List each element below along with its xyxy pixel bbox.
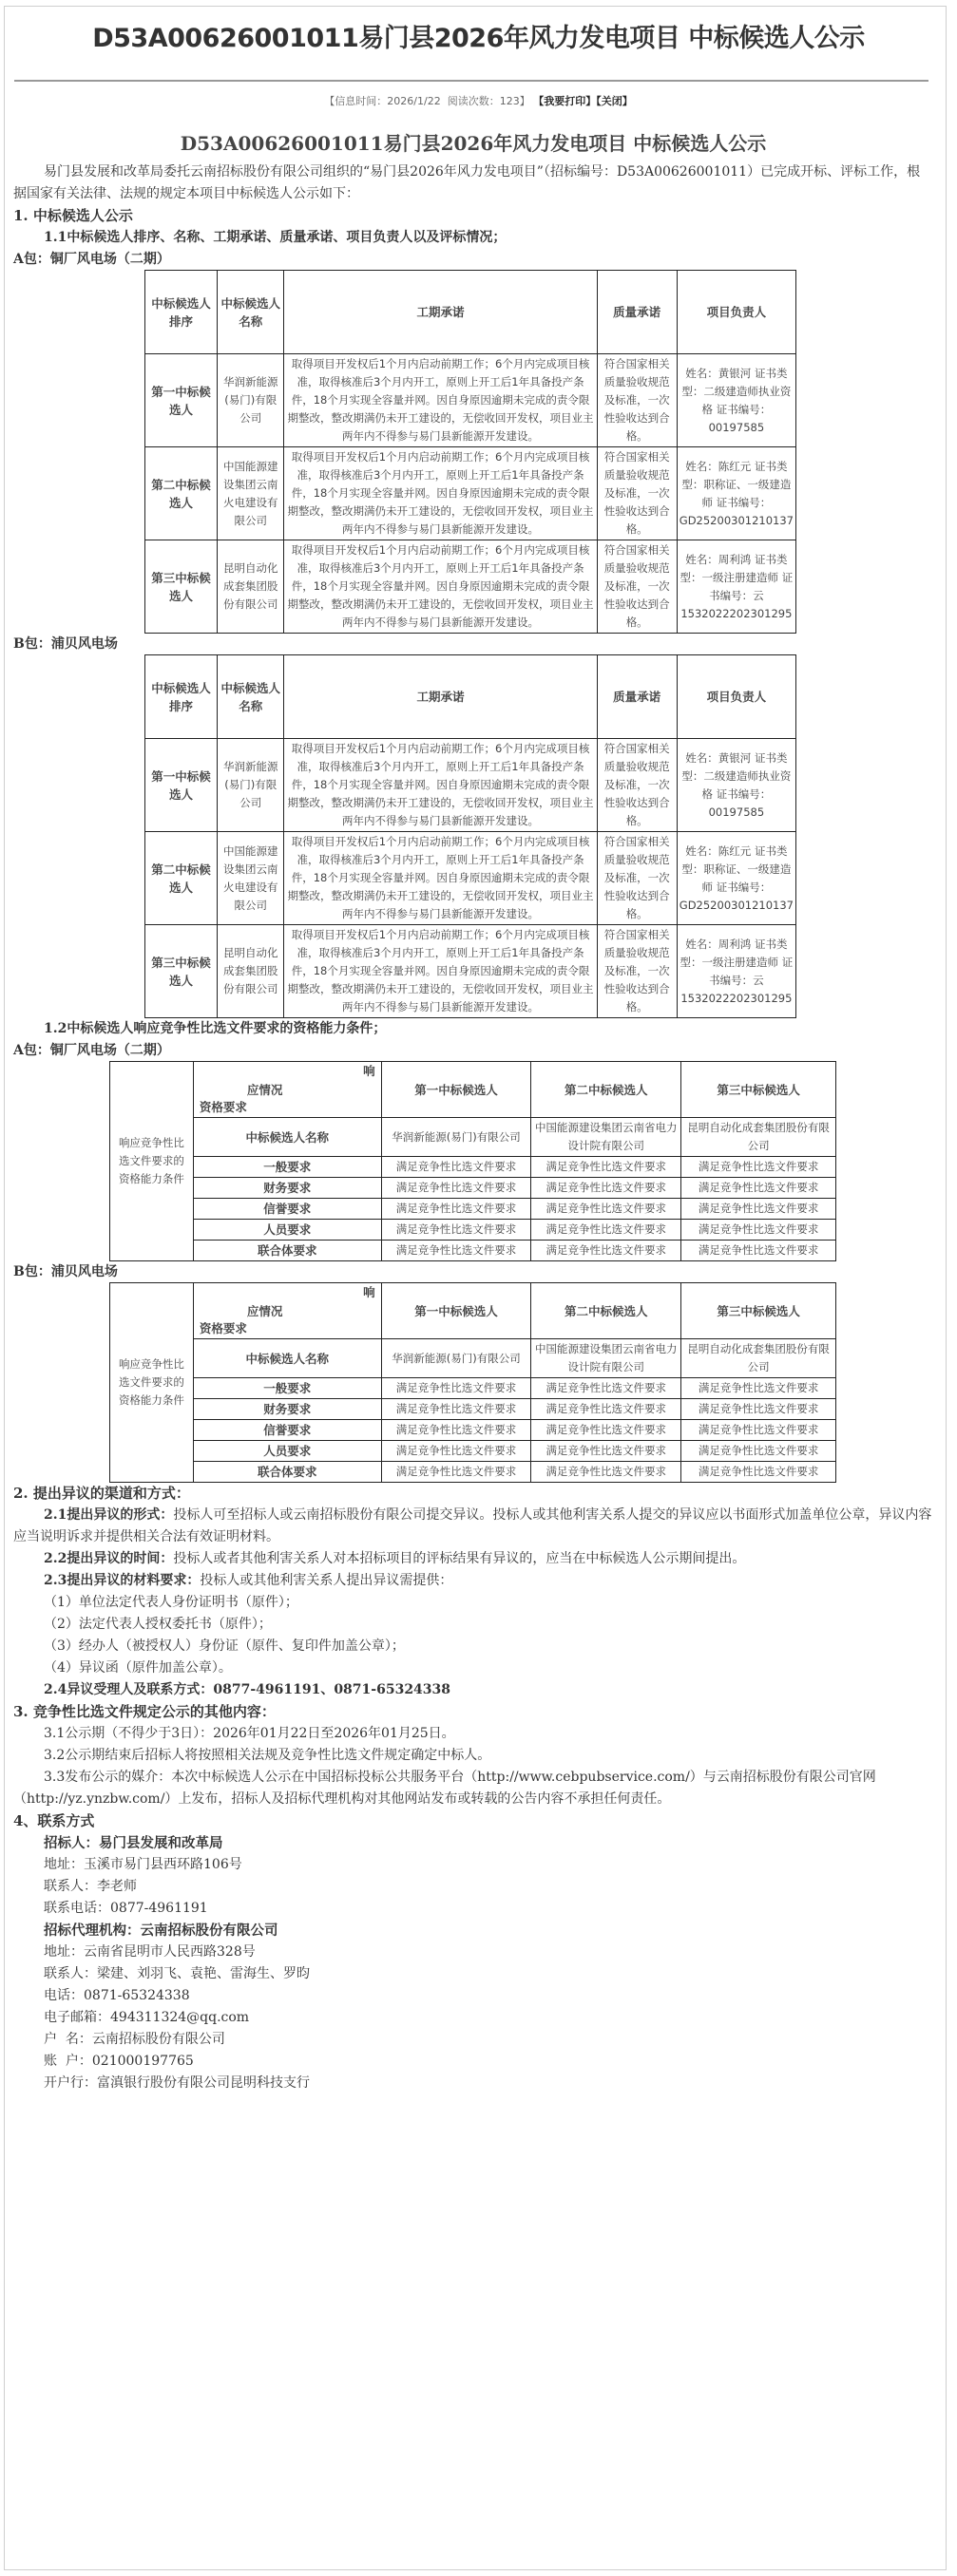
qualification-table-a (109, 1061, 836, 1261)
table-row (110, 1199, 836, 1220)
table-row (145, 354, 796, 447)
cell: 满足竞争性比选文件要求 (531, 1241, 681, 1261)
table-header-row (145, 655, 796, 739)
info-prefix: 【信息时间： (324, 95, 388, 107)
rank-cell: 第二中标候选人 (145, 447, 218, 540)
package-a-label: A包：铜厂风电场（二期） (13, 252, 170, 267)
quality-cell: 符合国家相关质量验收规范及标准，一次性验收达到合格。 (597, 447, 677, 540)
quality-cell: 符合国家相关质量验收规范及标准，一次性验收达到合格。 (597, 739, 677, 832)
section3-item: 3.1公示期（不得少于3日）：2026年01月22日至2026年01月25日。 (44, 1726, 455, 1741)
agency-phone: 电话：0871-65324338 (44, 1988, 190, 2003)
cell: 满足竞争性比选文件要求 (681, 1399, 836, 1420)
table-header-row (110, 1283, 836, 1339)
cell: 满足竞争性比选文件要求 (681, 1441, 836, 1462)
table-row (110, 1399, 836, 1420)
group-label-cell: 响应竞争性比选文件要求的资格能力条件 (110, 1283, 194, 1483)
schedule-cell: 取得项目开发权后1个月内启动前期工作；6个月内完成项目核准，取得核准后3个月内开工，原则上开工后1年具备投产条件，18个月实现全容量并网。因自身原因逾期未完成的责令限期整改，整改期满仍未开工建设的，无偿收回开发权，项目业主两年内不得参与易门县新能源开发建设。 (284, 354, 597, 447)
material-item: （4）异议函（原件加盖公章）。 (44, 1660, 232, 1676)
header-schedule: 工期承诺 (284, 655, 597, 739)
group-label-cell: 响应竞争性比选文件要求的资格能力条件 (110, 1062, 194, 1261)
row-label: 一般要求 (193, 1157, 381, 1178)
schedule-cell: 取得项目开发权后1个月内启动前期工作；6个月内完成项目核准，取得核准后3个月内开工，原则上开工后1年具备投产条件，18个月实现全容量并网。因自身原因逾期未完成的责令限期整改，整改期满仍未开工建设的，无偿收回开发权，项目业主两年内不得参与易门县新能源开发建设。 (284, 832, 597, 925)
agency-title: 招标代理机构：云南招标股份有限公司 (44, 1923, 278, 1939)
row-label: 财务要求 (193, 1399, 381, 1420)
material-item: （2）法定代表人授权委托书（原件）； (44, 1617, 272, 1632)
header-rank: 中标候选人排序 (145, 271, 218, 354)
cell: 满足竞争性比选文件要求 (381, 1420, 531, 1441)
table-row (110, 1157, 836, 1178)
candidate-table-b (144, 654, 796, 1018)
table-row (110, 1178, 836, 1199)
quality-cell: 符合国家相关质量验收规范及标准，一次性验收达到合格。 (597, 832, 677, 925)
close-button[interactable]: 【关闭】 (596, 95, 633, 107)
header-third: 第三中标候选人 (681, 1283, 836, 1339)
manager-cell: 姓名：黄银河 证书类型：二级建造师执业资格 证书编号：00197585 (677, 354, 795, 447)
package-a-label: A包：铜厂风电场（二期） (13, 1043, 170, 1058)
cell: 满足竞争性比选文件要求 (681, 1420, 836, 1441)
table-row (145, 925, 796, 1018)
info-bar (0, 93, 957, 108)
table-row (145, 447, 796, 540)
package-b-label: B包：浦贝风电场 (13, 1264, 118, 1279)
header-schedule: 工期承诺 (284, 271, 597, 354)
name-cell: 昆明自动化成套集团股份有限公司 (218, 540, 284, 634)
cell: 满足竞争性比选文件要求 (381, 1241, 531, 1261)
agency-address: 地址：云南省昆明市人民西路328号 (44, 1944, 256, 1960)
header-manager: 项目负责人 (677, 655, 795, 739)
qualification-table-b (109, 1282, 836, 1483)
document-title: D53A00626001011易门县2026年风力发电项目 中标候选人公示 (180, 132, 767, 155)
contact-section (13, 1810, 933, 2094)
title-divider (14, 80, 928, 82)
info-date: 2026/1/22 (387, 95, 441, 107)
rank-cell: 第三中标候选人 (145, 540, 218, 634)
section2-2: 2.2提出异议的时间：投标人或者其他利害关系人对本招标项目的评标结果有异议的，应当在中标候选人公示期间提出。 (44, 1551, 746, 1566)
agency-account-name: 户 名：云南招标股份有限公司 (44, 2032, 225, 2047)
page-title: D53A00626001011易门县2026年风力发电项目 中标候选人公示 (92, 24, 865, 53)
cell: 满足竞争性比选文件要求 (681, 1178, 836, 1199)
diagonal-header: 响 应情况 资格要求 (193, 1062, 381, 1118)
row-label: 中标候选人名称 (193, 1339, 381, 1378)
cell: 满足竞争性比选文件要求 (381, 1157, 531, 1178)
header-rank: 中标候选人排序 (145, 655, 218, 739)
manager-cell: 姓名：周利鸿 证书类型：一级注册建造师 证书编号：云1532022202301295 (677, 925, 795, 1018)
cell: 满足竞争性比选文件要求 (681, 1157, 836, 1178)
section1-1-heading: 1.1中标候选人排序、名称、工期承诺、质量承诺、项目负责人以及评标情况； (44, 230, 507, 245)
schedule-cell: 取得项目开发权后1个月内启动前期工作；6个月内完成项目核准，取得核准后3个月内开工，原则上开工后1年具备投产条件，18个月实现全容量并网。因自身原因逾期未完成的责令限期整改，整改期满仍未开工建设的，无偿收回开发权，项目业主两年内不得参与易门县新能源开发建设。 (284, 739, 597, 832)
header-quality: 质量承诺 (597, 271, 677, 354)
section2-4: 2.4异议受理人及联系方式：0877-4961191、0871-65324338 (44, 1682, 451, 1697)
schedule-cell: 取得项目开发权后1个月内启动前期工作；6个月内完成项目核准，取得核准后3个月内开工，原则上开工后1年具备投产条件，18个月实现全容量并网。因自身原因逾期未完成的责令限期整改，整改期满仍未开工建设的，无偿收回开发权，项目业主两年内不得参与易门县新能源开发建设。 (284, 925, 597, 1018)
info-suffix: 】 (519, 95, 530, 107)
cell: 满足竞争性比选文件要求 (681, 1199, 836, 1220)
section1-heading: 1. 中标候选人公示 (13, 207, 133, 224)
tenderer-title: 招标人：易门县发展和改革局 (44, 1835, 223, 1851)
package-b-label: B包：浦贝风电场 (13, 636, 118, 652)
cell: 满足竞争性比选文件要求 (381, 1462, 531, 1483)
cell: 满足竞争性比选文件要求 (381, 1220, 531, 1241)
tenderer-phone: 联系电话：0877-4961191 (44, 1901, 208, 1916)
cell: 满足竞争性比选文件要求 (531, 1178, 681, 1199)
section4-heading: 4、联系方式 (13, 1812, 95, 1829)
manager-cell: 姓名：陈红元 证书类型：职称证、一级建造师 证书编号：GD25200301210137 (677, 447, 795, 540)
intro-paragraph: 易门县发展和改革局委托云南招标股份有限公司组织的“易门县2026年风力发电项目”（招标编号：D53A00626001011）已完成开标、评标工作，根据国家有关法律、法规的规定本项目中标候选人公示如下： (13, 164, 921, 201)
tenderer-contact: 联系人：李老师 (44, 1879, 137, 1894)
header-manager: 项目负责人 (677, 271, 795, 354)
agency-account-no: 账 户：021000197765 (44, 2054, 194, 2069)
row-label: 财务要求 (193, 1178, 381, 1199)
row-label: 联合体要求 (193, 1241, 381, 1261)
cell: 中国能源建设集团云南省电力设计院有限公司 (531, 1339, 681, 1378)
agency-contact: 联系人：梁建、刘羽飞、袁艳、雷海生、罗昀 (44, 1966, 310, 1981)
section3-item: 3.2公示期结束后招标人将按照相关法规及竞争性比选文件规定确定中标人。 (44, 1748, 491, 1763)
header-name: 中标候选人名称 (218, 271, 284, 354)
article-content (13, 123, 933, 2094)
name-cell: 华润新能源(易门)有限公司 (218, 739, 284, 832)
read-label: 阅读次数： (447, 95, 500, 107)
manager-cell: 姓名：黄银河 证书类型：二级建造师执业资格 证书编号：00197585 (677, 739, 795, 832)
cell: 满足竞争性比选文件要求 (681, 1462, 836, 1483)
cell: 满足竞争性比选文件要求 (531, 1399, 681, 1420)
table-row (110, 1420, 836, 1441)
quality-cell: 符合国家相关质量验收规范及标准，一次性验收达到合格。 (597, 540, 677, 634)
table-row (110, 1220, 836, 1241)
row-label: 一般要求 (193, 1378, 381, 1399)
cell: 满足竞争性比选文件要求 (531, 1462, 681, 1483)
cell: 中国能源建设集团云南省电力设计院有限公司 (531, 1118, 681, 1157)
name-cell: 华润新能源(易门)有限公司 (218, 354, 284, 447)
section1-2-heading: 1.2中标候选人响应竞争性比选文件要求的资格能力条件； (44, 1021, 387, 1036)
cell: 满足竞争性比选文件要求 (681, 1378, 836, 1399)
header-second: 第二中标候选人 (531, 1062, 681, 1118)
table-header-row (145, 271, 796, 354)
print-button[interactable]: 【我要打印】 (533, 95, 597, 107)
cell: 满足竞争性比选文件要求 (381, 1399, 531, 1420)
name-cell: 中国能源建设集团云南火电建设有限公司 (218, 832, 284, 925)
cell: 满足竞争性比选文件要求 (531, 1157, 681, 1178)
section2-3: 2.3提出异议的材料要求：投标人或其他利害关系人提出异议需提供： (44, 1573, 453, 1588)
row-label: 人员要求 (193, 1220, 381, 1241)
quality-cell: 符合国家相关质量验收规范及标准，一次性验收达到合格。 (597, 925, 677, 1018)
manager-cell: 姓名：周利鸿 证书类型：一级注册建造师 证书编号：云1532022202301295 (677, 540, 795, 634)
quality-cell: 符合国家相关质量验收规范及标准，一次性验收达到合格。 (597, 354, 677, 447)
cell: 昆明自动化成套集团股份有限公司 (681, 1118, 836, 1157)
agency-email: 电子邮箱：494311324@qq.com (44, 2010, 250, 2025)
cell: 满足竞争性比选文件要求 (531, 1199, 681, 1220)
manager-cell: 姓名：陈红元 证书类型：职称证、一级建造师 证书编号：GD25200301210137 (677, 832, 795, 925)
row-label: 联合体要求 (193, 1462, 381, 1483)
cell: 华润新能源(易门)有限公司 (381, 1118, 531, 1157)
rank-cell: 第三中标候选人 (145, 925, 218, 1018)
cell: 满足竞争性比选文件要求 (681, 1241, 836, 1261)
rank-cell: 第一中标候选人 (145, 739, 218, 832)
cell: 满足竞争性比选文件要求 (381, 1178, 531, 1199)
section2-1: 2.1提出异议的形式：投标人可至招标人或云南招标股份有限公司提交异议。投标人或其他利害关系人提交的异议应以书面形式加盖单位公章，异议内容应当说明诉求并提供相关合法有效证明材料。 (13, 1507, 932, 1544)
header-quality: 质量承诺 (597, 655, 677, 739)
cell: 满足竞争性比选文件要求 (381, 1199, 531, 1220)
table-row (110, 1462, 836, 1483)
agency-bank: 开户行：富滇银行股份有限公司昆明科技支行 (44, 2075, 310, 2091)
candidate-table-a (144, 270, 796, 634)
material-item: （1）单位法定代表人身份证明书（原件）； (44, 1595, 298, 1610)
row-label: 信誉要求 (193, 1199, 381, 1220)
table-row (110, 1241, 836, 1261)
read-count: 123 (499, 95, 520, 107)
rank-cell: 第一中标候选人 (145, 354, 218, 447)
table-row (110, 1339, 836, 1378)
cell: 满足竞争性比选文件要求 (531, 1441, 681, 1462)
diagonal-header: 响 应情况 资格要求 (193, 1283, 381, 1339)
cell: 满足竞争性比选文件要求 (681, 1220, 836, 1241)
table-row (110, 1378, 836, 1399)
cell: 满足竞争性比选文件要求 (381, 1378, 531, 1399)
header-first: 第一中标候选人 (381, 1062, 531, 1118)
row-label: 信誉要求 (193, 1420, 381, 1441)
table-row (145, 832, 796, 925)
table-row (145, 540, 796, 634)
schedule-cell: 取得项目开发权后1个月内启动前期工作；6个月内完成项目核准，取得核准后3个月内开工，原则上开工后1年具备投产条件，18个月实现全容量并网。因自身原因逾期未完成的责令限期整改，整改期满仍未开工建设的，无偿收回开发权，项目业主两年内不得参与易门县新能源开发建设。 (284, 447, 597, 540)
cell: 华润新能源(易门)有限公司 (381, 1339, 531, 1378)
material-item: （3）经办人（被授权人）身份证（原件、复印件加盖公章）； (44, 1638, 405, 1654)
cell: 满足竞争性比选文件要求 (531, 1378, 681, 1399)
header-first: 第一中标候选人 (381, 1283, 531, 1339)
section3-item: 3.3发布公示的媒介：本次中标候选人公示在中国招标投标公共服务平台（http://www.cebpubservice.com/）与云南招标股份有限公司官网（http://yz.ynzbw.com/）上发布，招标人及招标代理机构对其他网站发布或转载的公告内容不承担任何责任。 (13, 1770, 876, 1807)
table-row (145, 739, 796, 832)
table-row (110, 1441, 836, 1462)
name-cell: 中国能源建设集团云南火电建设有限公司 (218, 447, 284, 540)
row-label: 人员要求 (193, 1441, 381, 1462)
header-third: 第三中标候选人 (681, 1062, 836, 1118)
cell: 昆明自动化成套集团股份有限公司 (681, 1339, 836, 1378)
cell: 满足竞争性比选文件要求 (531, 1220, 681, 1241)
header-second: 第二中标候选人 (531, 1283, 681, 1339)
schedule-cell: 取得项目开发权后1个月内启动前期工作；6个月内完成项目核准，取得核准后3个月内开工，原则上开工后1年具备投产条件，18个月实现全容量并网。因自身原因逾期未完成的责令限期整改，整改期满仍未开工建设的，无偿收回开发权，项目业主两年内不得参与易门县新能源开发建设。 (284, 540, 597, 634)
name-cell: 昆明自动化成套集团股份有限公司 (218, 925, 284, 1018)
tenderer-address: 地址：玉溪市易门县西环路106号 (44, 1857, 242, 1872)
cell: 满足竞争性比选文件要求 (531, 1420, 681, 1441)
section2-heading: 2. 提出异议的渠道和方式： (13, 1485, 190, 1502)
rank-cell: 第二中标候选人 (145, 832, 218, 925)
header-name: 中标候选人名称 (218, 655, 284, 739)
table-row (110, 1118, 836, 1157)
section3-heading: 3. 竞争性比选文件规定公示的其他内容： (13, 1703, 276, 1720)
cell: 满足竞争性比选文件要求 (381, 1441, 531, 1462)
row-label: 中标候选人名称 (193, 1118, 381, 1157)
table-header-row (110, 1062, 836, 1118)
